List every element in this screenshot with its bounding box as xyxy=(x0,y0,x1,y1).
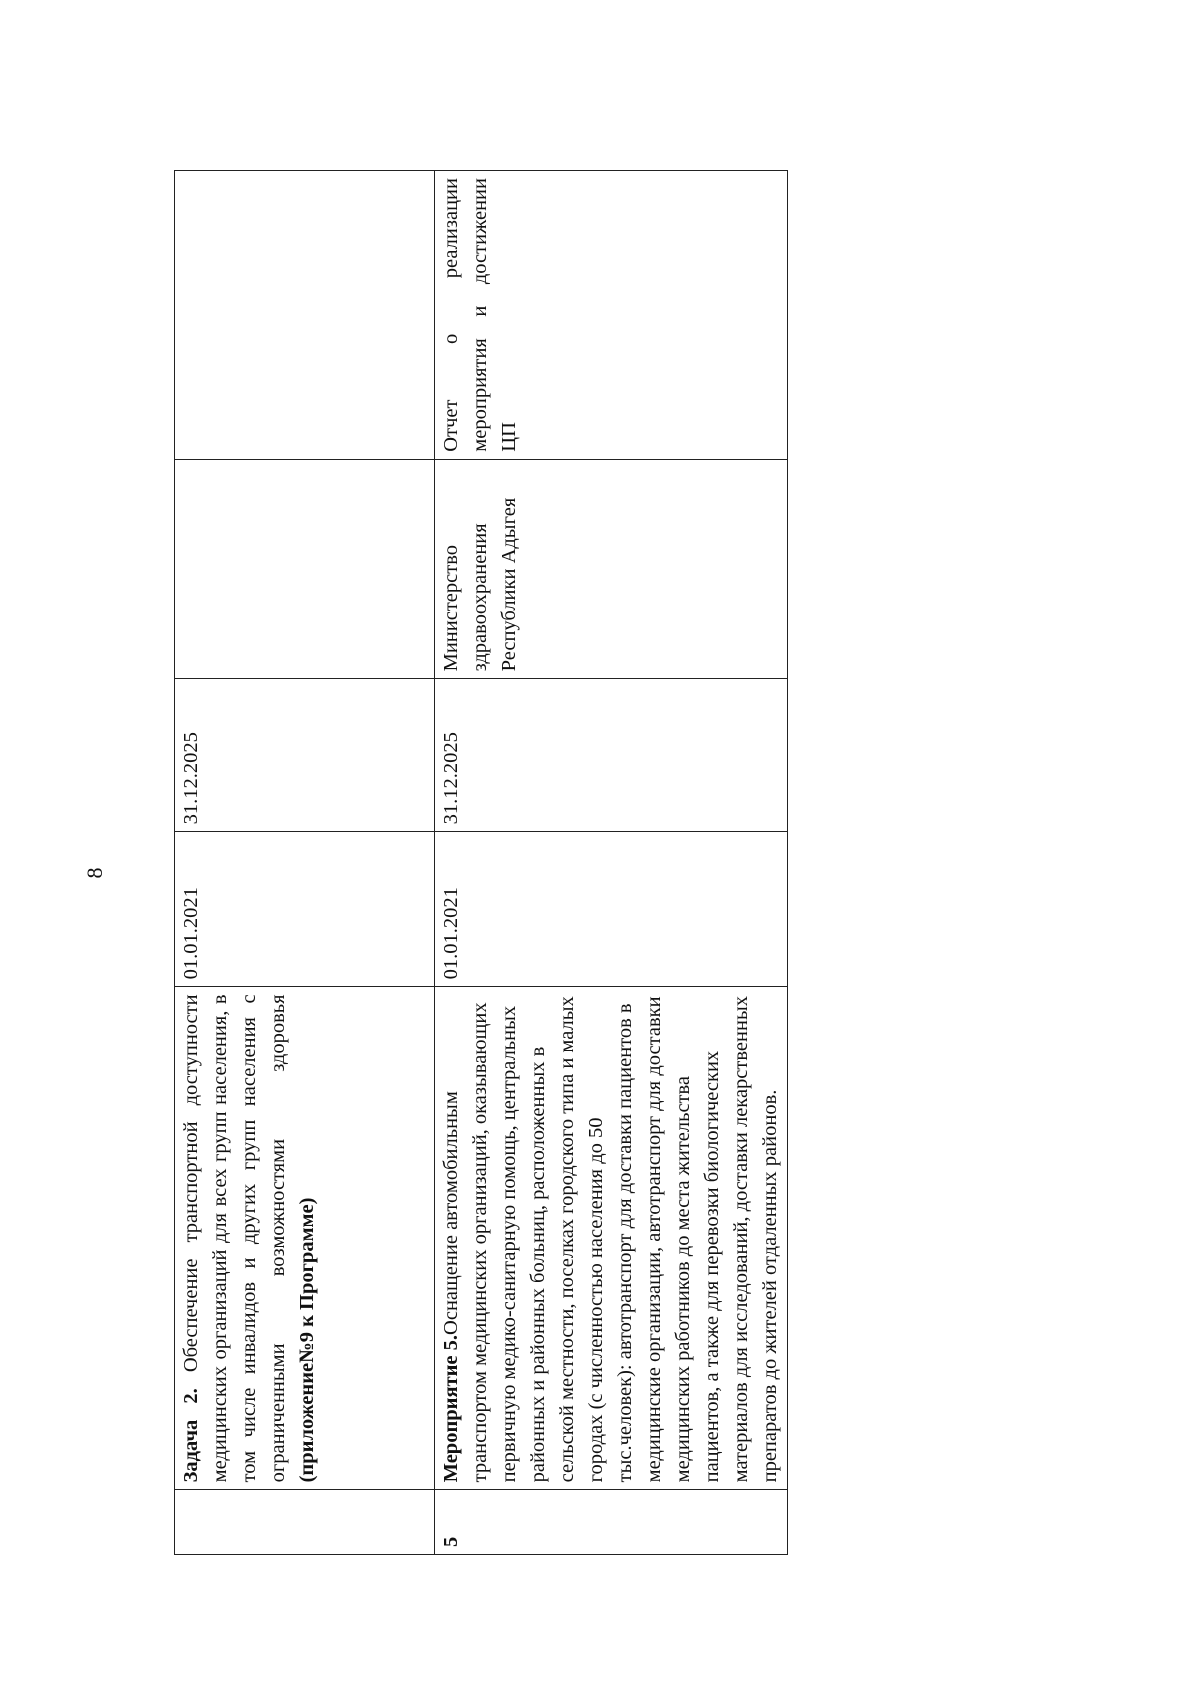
task-title: Задача 2. xyxy=(180,1388,202,1483)
cell-result: Отчет о реализации мероприятия и достижении ЦП xyxy=(435,171,788,460)
table-row-event xyxy=(435,171,788,1555)
event-text: Оснащение автомобильным транспортом медицинских организаций, оказывающих первичную медико-санитарную помощь, центральных районных и районных больниц, расположенных в сельской местности, поселках городского типа и малых городах (с численностью населения до 50 тыс.человек): автотранспорт для доставки пациентов в медицинские организации, автотранспорт для доставки медицинских работников до места жительства пациентов, а также для перевозки биологических материалов для исследований, доставки лекарственных препаратов до жителей отдаленных районов. xyxy=(440,996,781,1483)
cell-result xyxy=(175,171,435,460)
event-title: Мероприятие 5. xyxy=(440,1334,462,1483)
task-reference: (приложение№9 к Программе) xyxy=(296,1197,318,1483)
plan-table xyxy=(174,170,788,1555)
rotated-table-container xyxy=(174,170,904,1555)
cell-executor xyxy=(175,459,435,679)
cell-executor: Министерство здравоохранения Республики Адыгея xyxy=(435,459,788,679)
cell-number xyxy=(175,1490,435,1555)
cell-start-date: 01.01.2021 xyxy=(175,832,435,987)
cell-number: 5 xyxy=(435,1490,788,1555)
cell-event-description xyxy=(435,987,788,1490)
page-number: 8 xyxy=(82,867,107,879)
cell-end-date: 31.12.2025 xyxy=(435,679,788,832)
table-row-task xyxy=(175,171,435,1555)
cell-start-date: 01.01.2021 xyxy=(435,832,788,987)
cell-end-date: 31.12.2025 xyxy=(175,679,435,832)
cell-task-description xyxy=(175,987,435,1490)
task-text: Обеспечение транспортной доступности медицинских организаций для всех групп населения, в том числе инвалидов и других групп населения с ограниченными возможностями здоровья xyxy=(180,994,289,1483)
